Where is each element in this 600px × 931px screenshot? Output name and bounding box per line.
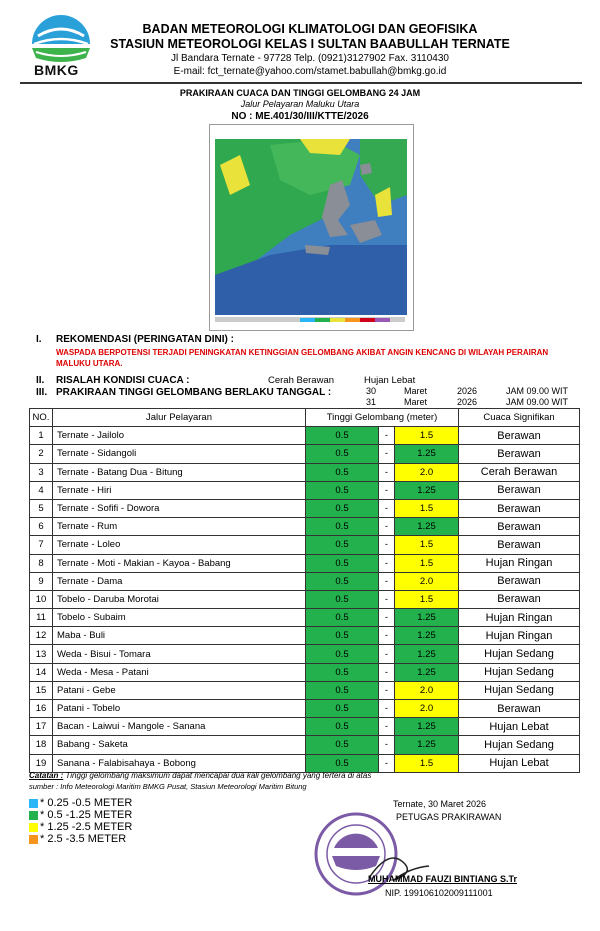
wave-min: 0.5: [306, 590, 379, 608]
wave-max: 1.25: [395, 518, 459, 536]
wave-separator: -: [379, 554, 395, 572]
table-row: [30, 481, 580, 499]
valid-to-month: Maret: [404, 397, 428, 407]
significant-weather: Berawan: [459, 590, 580, 608]
agency-name: BADAN METEOROLOGI KLIMATOLOGI DAN GEOFISIKA: [142, 22, 478, 36]
signatory-name: MUHAMMAD FAUZI BINTIANG S.Tr: [368, 874, 517, 884]
wave-separator: -: [379, 681, 395, 699]
wave-separator: -: [379, 663, 395, 681]
document-subtitle: Jalur Pelayaran Maluku Utara: [240, 99, 360, 109]
wave-separator: -: [379, 590, 395, 608]
significant-weather: Hujan Sedang: [459, 681, 580, 699]
route-name: Babang - Saketa: [53, 736, 306, 754]
significant-weather: Berawan: [459, 518, 580, 536]
weather-condition: Cerah Berawan: [268, 375, 335, 386]
wave-separator: -: [379, 536, 395, 554]
valid-from-month: Maret: [404, 386, 428, 396]
wave-min: 0.5: [306, 554, 379, 572]
row-number: 3: [30, 463, 53, 481]
significant-weather: Hujan Ringan: [459, 627, 580, 645]
wave-min: 0.5: [306, 645, 379, 663]
route-name: Ternate - Sidangoli: [53, 445, 306, 463]
table-row: [30, 554, 580, 572]
wave-min: 0.5: [306, 663, 379, 681]
wave-max: 2.0: [395, 700, 459, 718]
significant-weather: Hujan Lebat: [459, 754, 580, 772]
legend-label: * 1.25 -2.5 METER: [40, 821, 133, 833]
section-number: II.: [36, 375, 45, 386]
wave-max: 1.5: [395, 536, 459, 554]
legend-item: [29, 797, 132, 809]
column-header-height: Tinggi Gelombang (meter): [306, 409, 459, 427]
station-name: STASIUN METEOROLOGI KELAS I SULTAN BAABULLAH TERNATE: [110, 37, 510, 51]
recommendation-label: REKOMENDASI (PERINGATAN DINI) :: [56, 334, 234, 345]
row-number: 11: [30, 609, 53, 627]
wave-min: 0.5: [306, 609, 379, 627]
table-row: [30, 445, 580, 463]
table-row: [30, 645, 580, 663]
row-number: 15: [30, 681, 53, 699]
official-stamp-signature: [314, 808, 434, 900]
note-sumber: sumber : Info Meteorologi Maritim BMKG Pusat, Stasiun Meteorologi Maritim Bitung: [29, 782, 307, 791]
wave-separator: -: [379, 427, 395, 445]
valid-to-time: JAM 09.00 WIT: [506, 397, 569, 407]
route-name: Ternate - Sofifi - Dowora: [53, 499, 306, 517]
wave-separator: -: [379, 754, 395, 772]
legend-swatch: [29, 799, 38, 808]
wave-max: 1.5: [395, 754, 459, 772]
wave-max: 1.25: [395, 718, 459, 736]
wave-separator: -: [379, 645, 395, 663]
wave-separator: -: [379, 718, 395, 736]
significant-weather: Berawan: [459, 481, 580, 499]
wave-min: 0.5: [306, 536, 379, 554]
legend-label: * 2.5 -3.5 METER: [40, 833, 127, 845]
table-row: [30, 736, 580, 754]
table-row: [30, 754, 580, 772]
wave-max: 2.0: [395, 681, 459, 699]
wave-min: 0.5: [306, 681, 379, 699]
row-number: 13: [30, 645, 53, 663]
note-catatan: [29, 771, 371, 780]
wave-min: 0.5: [306, 463, 379, 481]
route-name: Ternate - Dama: [53, 572, 306, 590]
forecast-table-body: [30, 427, 580, 773]
significant-weather: Berawan: [459, 499, 580, 517]
table-row: [30, 590, 580, 608]
weather-condition: Hujan Lebat: [364, 375, 416, 386]
valid-from-day: 30: [366, 386, 377, 396]
wave-forecast-map: [209, 124, 414, 331]
wave-max: 1.25: [395, 445, 459, 463]
row-number: 8: [30, 554, 53, 572]
row-number: 18: [30, 736, 53, 754]
wave-separator: -: [379, 518, 395, 536]
significant-weather: Berawan: [459, 572, 580, 590]
legend-swatch: [29, 823, 38, 832]
wave-max: 1.25: [395, 736, 459, 754]
row-number: 4: [30, 481, 53, 499]
route-name: Sanana - Falabisahaya - Bobong: [53, 754, 306, 772]
route-name: Patani - Gebe: [53, 681, 306, 699]
wave-separator: -: [379, 481, 395, 499]
row-number: 1: [30, 427, 53, 445]
table-row: [30, 518, 580, 536]
significant-weather: Hujan Lebat: [459, 718, 580, 736]
weather-summary-label: RISALAH KONDISI CUACA :: [56, 375, 190, 386]
legend-swatch: [29, 835, 38, 844]
legend-label: * 0.5 -1.25 METER: [40, 809, 133, 821]
wave-max: 1.5: [395, 427, 459, 445]
wave-min: 0.5: [306, 700, 379, 718]
signature-role: PETUGAS PRAKIRAWAN: [396, 812, 502, 822]
row-number: 10: [30, 590, 53, 608]
table-row: [30, 499, 580, 517]
column-header-route: Jalur Pelayaran: [53, 409, 306, 427]
row-number: 5: [30, 499, 53, 517]
row-number: 14: [30, 663, 53, 681]
wave-max: 1.5: [395, 590, 459, 608]
logo-text: BMKG: [34, 62, 79, 78]
wave-separator: -: [379, 499, 395, 517]
wave-separator: -: [379, 572, 395, 590]
document-number: NO : ME.401/30/III/KTTE/2026: [231, 111, 369, 122]
table-row: [30, 427, 580, 445]
wave-min: 0.5: [306, 754, 379, 772]
wave-max: 2.0: [395, 572, 459, 590]
route-name: Weda - Bisui - Tomara: [53, 645, 306, 663]
table-row: [30, 463, 580, 481]
wave-max: 1.25: [395, 645, 459, 663]
significant-weather: Hujan Sedang: [459, 736, 580, 754]
valid-to-year: 2026: [457, 397, 478, 407]
wave-separator: -: [379, 627, 395, 645]
table-header-row: [30, 409, 580, 427]
wave-separator: -: [379, 736, 395, 754]
table-row: [30, 609, 580, 627]
section-number: I.: [36, 334, 42, 345]
row-number: 16: [30, 700, 53, 718]
legend-label: * 0.25 -0.5 METER: [40, 797, 133, 809]
wave-separator: -: [379, 445, 395, 463]
row-number: 17: [30, 718, 53, 736]
row-number: 2: [30, 445, 53, 463]
row-number: 6: [30, 518, 53, 536]
route-name: Tobelo - Subaim: [53, 609, 306, 627]
route-name: Bacan - Laiwui - Mangole - Sanana: [53, 718, 306, 736]
wave-separator: -: [379, 700, 395, 718]
signatory-nip: NIP. 199106102009111001: [385, 888, 493, 898]
legend-item: [29, 809, 132, 821]
table-row: [30, 663, 580, 681]
table-row: [30, 718, 580, 736]
row-number: 19: [30, 754, 53, 772]
significant-weather: Berawan: [459, 536, 580, 554]
route-name: Weda - Mesa - Patani: [53, 663, 306, 681]
legend-swatch: [29, 811, 38, 820]
significant-weather: Hujan Sedang: [459, 645, 580, 663]
note-catatan-text: Tinggi gelombang maksimum dapat mencapai dua kali gelombang yang tertera di atas: [63, 771, 372, 780]
wave-separator: -: [379, 463, 395, 481]
table-row: [30, 536, 580, 554]
table-row: [30, 572, 580, 590]
route-name: Patani - Tobelo: [53, 700, 306, 718]
valid-to-day: 31: [366, 397, 377, 407]
wave-max: 1.25: [395, 481, 459, 499]
wave-min: 0.5: [306, 499, 379, 517]
validity-label: PRAKIRAAN TINGGI GELOMBANG BERLAKU TANGGAL :: [56, 387, 332, 398]
route-name: Ternate - Loleo: [53, 536, 306, 554]
wave-max: 1.25: [395, 663, 459, 681]
wave-min: 0.5: [306, 518, 379, 536]
signature-place-date: Ternate, 30 Maret 2026: [393, 799, 487, 809]
forecast-table: [29, 408, 580, 773]
route-name: Maba - Buli: [53, 627, 306, 645]
route-name: Ternate - Batang Dua - Bitung: [53, 463, 306, 481]
table-row: [30, 627, 580, 645]
column-header-no: NO.: [30, 409, 53, 427]
wave-min: 0.5: [306, 427, 379, 445]
wave-max: 1.5: [395, 554, 459, 572]
wave-min: 0.5: [306, 445, 379, 463]
wave-max: 1.5: [395, 499, 459, 517]
route-name: Ternate - Jailolo: [53, 427, 306, 445]
legend-item: [29, 821, 132, 833]
wave-min: 0.5: [306, 572, 379, 590]
warning-text: WASPADA BERPOTENSI TERJADI PENINGKATAN KETINGGIAN GELOMBANG AKIBAT ANGIN KENCANG DI WILAYAH PERAIRAN MALUKU UTARA.: [56, 348, 549, 368]
legend-item: [29, 833, 126, 845]
significant-weather: Cerah Berawan: [459, 463, 580, 481]
wave-max: 2.0: [395, 463, 459, 481]
wave-separator: -: [379, 609, 395, 627]
valid-from-time: JAM 09.00 WIT: [506, 386, 569, 396]
significant-weather: Berawan: [459, 445, 580, 463]
wave-min: 0.5: [306, 718, 379, 736]
column-header-weather: Cuaca Signifikan: [459, 409, 580, 427]
significant-weather: Berawan: [459, 700, 580, 718]
station-address: Jl Bandara Ternate - 97728 Telp. (0921)3127902 Fax. 3110430: [171, 53, 449, 64]
significant-weather: Hujan Ringan: [459, 554, 580, 572]
document-title: PRAKIRAAN CUACA DAN TINGGI GELOMBANG 24 JAM: [179, 88, 421, 98]
route-name: Tobelo - Daruba Morotai: [53, 590, 306, 608]
significant-weather: Hujan Sedang: [459, 663, 580, 681]
table-row: [30, 700, 580, 718]
valid-from-year: 2026: [457, 386, 478, 396]
station-email: E-mail: fct_ternate@yahoo.com/stamet.babullah@bmkg.go.id: [173, 66, 447, 77]
route-name: Ternate - Moti - Makian - Kayoa - Babang: [53, 554, 306, 572]
table-row: [30, 681, 580, 699]
note-catatan-label: Catatan :: [29, 771, 64, 780]
header-divider: [20, 82, 582, 84]
route-name: Ternate - Hiri: [53, 481, 306, 499]
row-number: 12: [30, 627, 53, 645]
wave-min: 0.5: [306, 627, 379, 645]
significant-weather: Berawan: [459, 427, 580, 445]
wave-min: 0.5: [306, 481, 379, 499]
wave-min: 0.5: [306, 736, 379, 754]
row-number: 9: [30, 572, 53, 590]
row-number: 7: [30, 536, 53, 554]
wave-max: 1.25: [395, 627, 459, 645]
route-name: Ternate - Rum: [53, 518, 306, 536]
significant-weather: Hujan Ringan: [459, 609, 580, 627]
section-number: III.: [36, 387, 48, 398]
wave-max: 1.25: [395, 609, 459, 627]
